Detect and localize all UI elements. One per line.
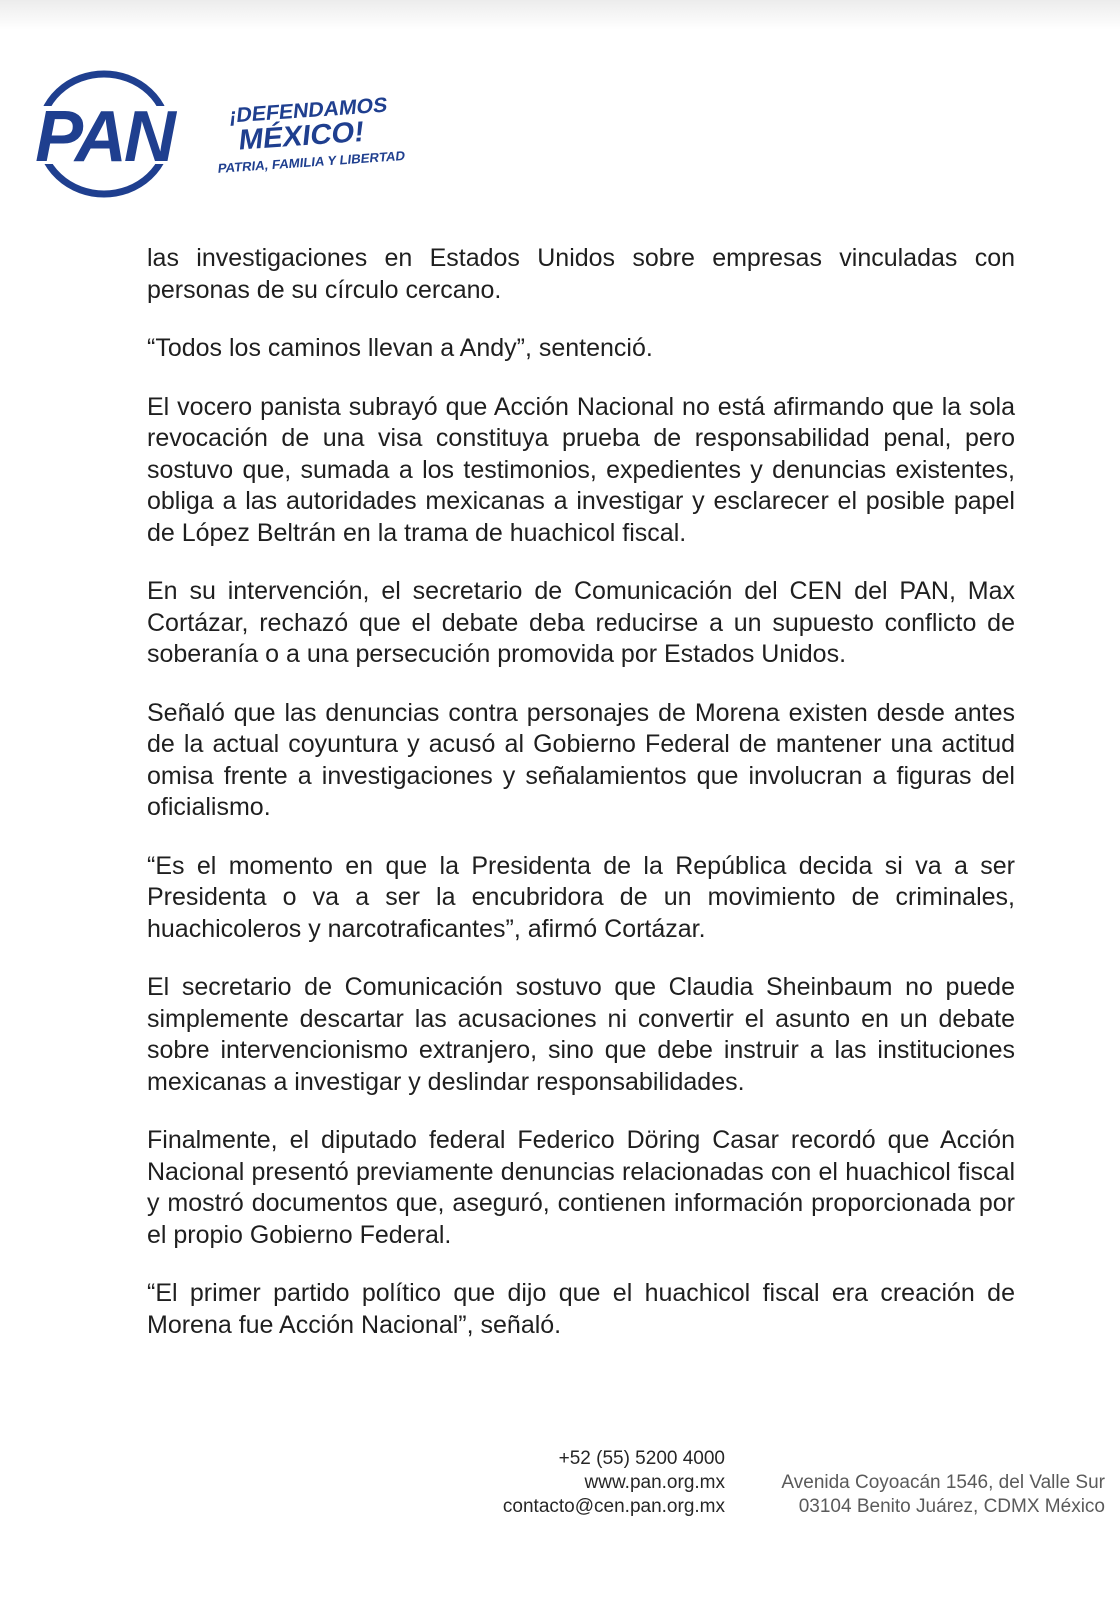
pan-logo-text: PAN <box>35 97 173 177</box>
slogan-line-1: ¡DEFENDAMOS <box>228 93 389 128</box>
address-line-2: 03104 Benito Juárez, CDMX México <box>798 1496 1105 1517</box>
paragraph-9: “El primer partido político que dijo que el huachicol fiscal era creación de Morena fue Acción Nacional”, señaló. <box>147 1279 1015 1339</box>
footer-phone[interactable]: +52 (55) 5200 4000 <box>558 1448 725 1469</box>
paragraph-3: El vocero panista subrayó que Acción Nacional no está afirmando que la sola revocación de una visa constituya prueba de responsabilidad penal, pero sostuvo que, sumada a los testimonios, expedientes y denuncias existentes, obliga a las autoridades mexicanas a investigar y esclarecer el posible papel de López Beltrán en la trama de huachicol fiscal. <box>147 392 1015 547</box>
footer-website-link[interactable]: www.pan.org.mx <box>584 1472 725 1493</box>
paragraph-2: “Todos los caminos llevan a Andy”, sentenció. <box>147 334 653 362</box>
footer-contact <box>440 1447 725 1519</box>
slogan-line-3: PATRIA, FAMILIA Y LIBERTAD <box>217 148 406 176</box>
footer-address <box>740 1471 1105 1519</box>
slogan-line-2: MÉXICO! <box>237 116 366 157</box>
paragraph-8: Finalmente, el diputado federal Federico Döring Casar recordó que Acción Nacional presentó previamente denuncias relacionadas con el huachicol fiscal y mostró documentos que, aseguró, contienen información proporcionada por el propio Gobierno Federal. <box>147 1126 1015 1249</box>
footer-email-link[interactable]: contacto@cen.pan.org.mx <box>502 1496 725 1517</box>
paragraph-6: “Es el momento en que la Presidenta de la República decida si va a ser Presidenta o va a ser la encubridora de un movimiento de criminales, huachicoleros y narcotraficantes”, afirmó Cortázar. <box>147 851 1015 943</box>
paragraph-1: las investigaciones en Estados Unidos sobre empresas vinculadas con personas de su círculo cercano. <box>147 244 1015 304</box>
address-line-1: Avenida Coyoacán 1546, del Valle Sur <box>781 1472 1105 1493</box>
article-body <box>147 243 1015 1368</box>
pan-logo <box>22 68 187 203</box>
paragraph-4: En su intervención, el secretario de Comunicación del CEN del PAN, Max Cortázar, rechazó que el debate deba reducirse a un supuesto conflicto de soberanía o a una persecución promovida por Estados Unidos. <box>147 577 1015 668</box>
paragraph-5: Señaló que las denuncias contra personajes de Morena existen desde antes de la actual coyuntura y acusó al Gobierno Federal de mantener una actitud omisa frente a investigaciones y señalamientos que involucran a figuras del oficialismo. <box>147 698 1015 821</box>
paragraph-7: El secretario de Comunicación sostuvo que Claudia Sheinbaum no puede simplemente descartar las acusaciones ni convertir el asunto en un debate sobre intervencionismo extranjero, sino que debe instruir a las instituciones mexicanas a investigar y deslindar responsabilidades. <box>147 973 1015 1096</box>
top-shadow-strip <box>0 0 1120 30</box>
slogan-defendamos-mexico <box>215 93 406 186</box>
